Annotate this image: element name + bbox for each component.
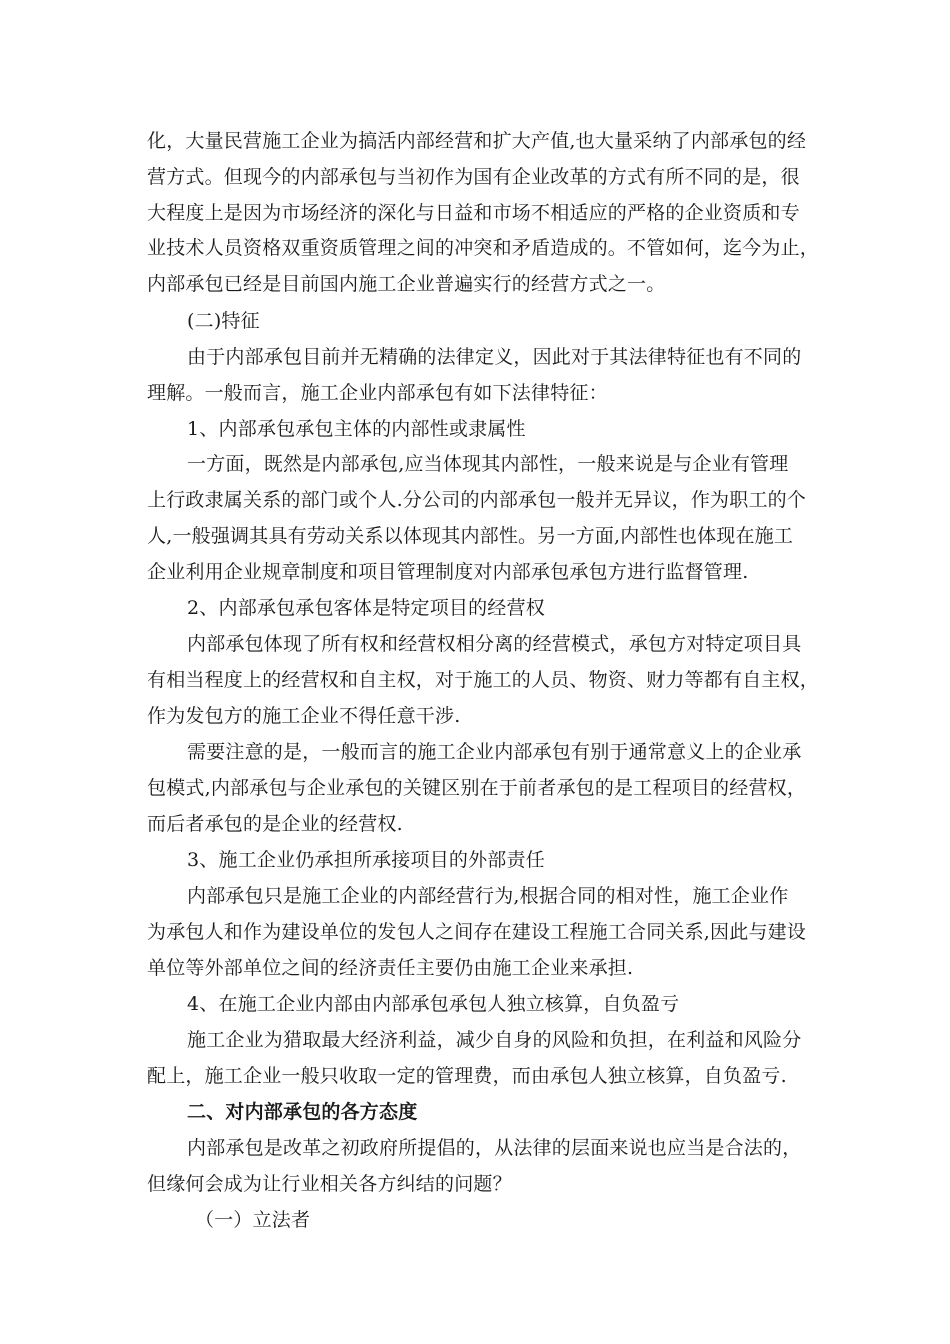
text-line: 但缘何会成为让行业相关各方纠结的问题？ [147, 1173, 512, 1195]
text-line: 施工企业为猎取最大经济利益，减少自身的风险和负担，在利益和风险分 [187, 1029, 802, 1051]
text-line: 内部承包已经是目前国内施工企业普遍实行的经营方式之一。 [147, 273, 666, 295]
text-line: 业技术人员资格双重资质管理之间的冲突和矛盾造成的。不管如何，迄今为止， [147, 237, 820, 259]
text-line: 企业利用企业规章制度和项目管理制度对内部承包承包方进行监督管理. [147, 561, 749, 583]
section-heading: （一）立法者 [195, 1209, 311, 1231]
text-line: 有相当程度上的经营权和自主权，对于施工的人员、物资、财力等都有自主权， [147, 669, 820, 691]
text-line: 化，大量民营施工企业为搞活内部经营和扩大产值,也大量采纳了内部承包的经 [147, 130, 807, 152]
text-line: 单位等外部单位之间的经济责任主要仍由施工企业来承担. [147, 957, 634, 979]
text-line: 作为发包方的施工企业不得任意干涉. [147, 705, 461, 727]
text-line: 内部承包只是施工企业的内部经营行为,根据合同的相对性，施工企业作 [187, 885, 789, 907]
text-line: 人,一般强调其具有劳动关系以体现其内部性。另一方面,内部性也体现在施工 [147, 525, 794, 547]
text-line: 理解。一般而言，施工企业内部承包有如下法律特征： [147, 382, 608, 404]
subsection-heading: 1、内部承包承包主体的内部性或隶属性 [187, 418, 526, 440]
subsection-heading: 4、在施工企业内部由内部承包承包人独立核算，自负盈亏 [187, 993, 680, 1015]
text-line: 营方式。但现今的内部承包与当初作为国有企业改革的方式有所不同的是，很 [147, 166, 800, 188]
text-line: 大程度上是因为市场经济的深化与日益和市场不相适应的严格的企业资质和专 [147, 202, 800, 224]
subsection-heading: 2、内部承包承包客体是特定项目的经营权 [187, 597, 545, 619]
text-line: 由于内部承包目前并无精确的法律定义，因此对于其法律特征也有不同的 [187, 346, 802, 368]
text-line: 一方面，既然是内部承包,应当体现其内部性，一般来说是与企业有管理 [187, 453, 789, 475]
text-line: 而后者承包的是企业的经营权. [147, 813, 403, 835]
text-line: 内部承包是改革之初政府所提倡的，从法律的层面来说也应当是合法的， [187, 1137, 802, 1159]
text-line: 为承包人和作为建设单位的发包人之间存在建设工程施工合同关系,因此与建设 [147, 921, 807, 943]
text-line: 需要注意的是，一般而言的施工企业内部承包有别于通常意义上的企业承 [187, 741, 802, 763]
section-heading: (二)特征 [187, 310, 260, 332]
chapter-heading: 二、对内部承包的各方态度 [187, 1101, 418, 1123]
subsection-heading: 3、施工企业仍承担所承接项目的外部责任 [187, 849, 545, 871]
text-line: 配上，施工企业一般只收取一定的管理费，而由承包人独立核算，自负盈亏. [147, 1065, 787, 1087]
text-line: 内部承包体现了所有权和经营权相分离的经营模式，承包方对特定项目具 [187, 633, 802, 655]
text-line: 上行政隶属关系的部门或个人.分公司的内部承包一般并无异议，作为职工的个 [147, 489, 807, 511]
text-line: 包模式,内部承包与企业承包的关键区别在于前者承包的是工程项目的经营权， [147, 777, 807, 799]
